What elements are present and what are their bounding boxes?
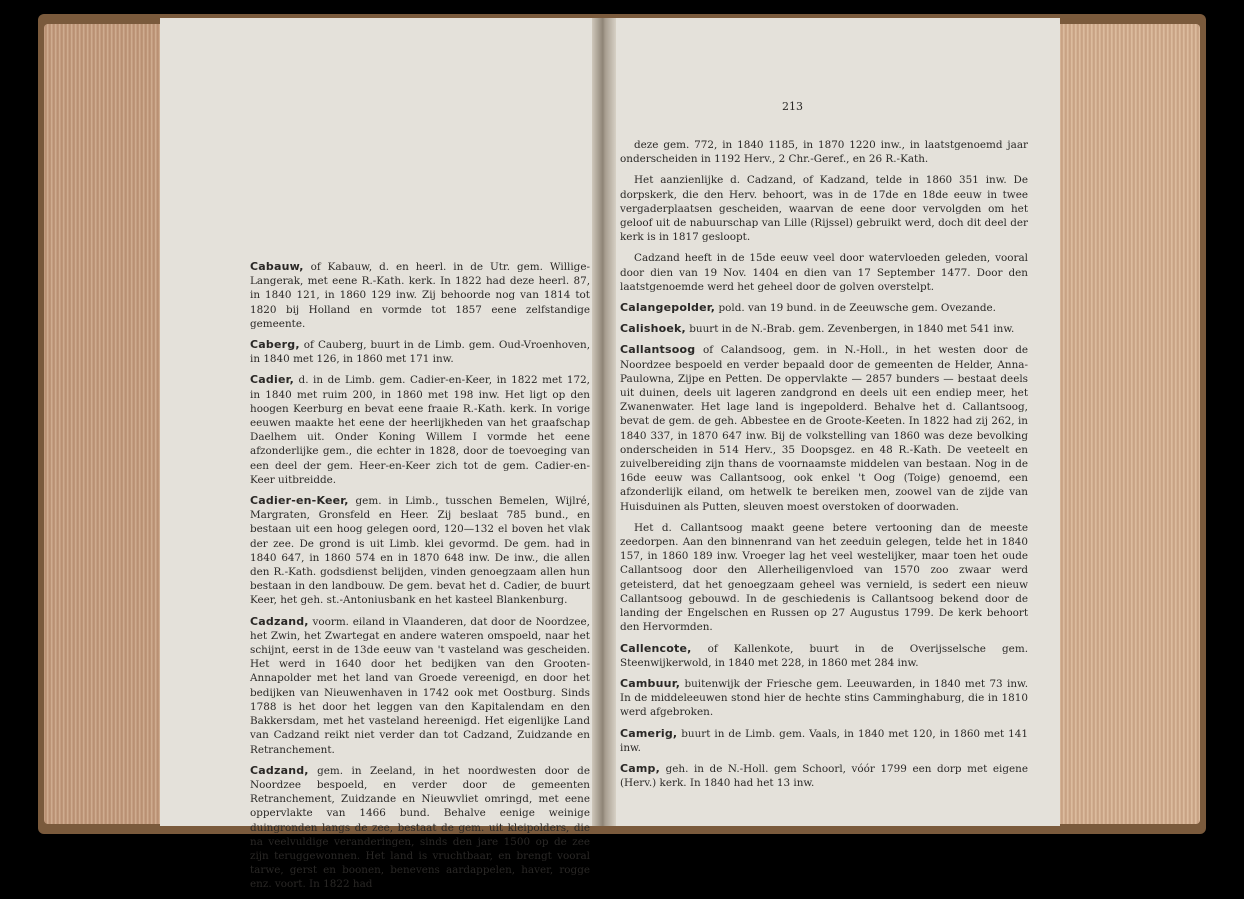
- entry-headword: Caberg,: [250, 338, 300, 352]
- entry-paragraph: [250, 260, 590, 331]
- entry-paragraph: [620, 727, 1028, 755]
- entry-text: Het aanzienlijke d. Cadzand, of Kadzand, telde in 1860 351 inw. De dorpskerk, die den Herv. behoort, was in de 17de en 18de eeuw in twee vergaderplaatsen gescheiden, waarvan de eene door vervolgden om het geloof uit de nabuurschap van Lille (Rijssel) gebruikt werd, doch dit deel der kerk is in 1817 gesloopt.: [620, 174, 1028, 244]
- entry-text: buurt in de N.-Brab. gem. Zevenbergen, in 1840 met 541 inw.: [685, 323, 1015, 336]
- entry-headword: Calishoek,: [620, 322, 686, 336]
- entry-paragraph: [250, 494, 590, 608]
- entry-headword: Cadier-en-Keer,: [250, 494, 349, 508]
- page-edges-right: [1060, 24, 1200, 824]
- right-page: [604, 18, 1060, 826]
- entry-headword: Cabauw,: [250, 260, 304, 273]
- entry-text: of Cauberg, buurt in de Limb. gem. Oud-Vroenhoven, in 1840 met 126, in 1860 met 171 inw.: [250, 339, 590, 366]
- entry-paragraph: [620, 322, 1028, 336]
- entry-text: deze gem. 772, in 1840 1185, in 1870 1220 inw., in laatstgenoemd jaar onderscheiden in 1192 Herv., 2 Chr.-Geref., en 26 R.-Kath.: [620, 139, 1028, 166]
- entry-paragraph: [250, 338, 590, 366]
- entry-text: of Kabauw, d. en heerl. in de Utr. gem. Willige-Langerak, met eene R.-Kath. kerk. In 1822 had deze heerl. 87, in 1840 121, in 1860 129 inw. Zij behoorde nog van 1814 tot 1820 bij Holland en vormde tot 1857 eene zelfstandige gemeente.: [250, 261, 590, 330]
- entry-headword: Cadier,: [250, 373, 294, 387]
- entry-text: buurt in de Limb. gem. Vaals, in 1840 met 120, in 1860 met 141 inw.: [620, 727, 1028, 754]
- entry-text: Het d. Callantsoog maakt geene betere vertooning dan de meeste zeedorpen. Aan den binnenrand van het zeeduin gelegen, telde het in 1840 157, in 1860 189 inw. Vroeger lag het veel westelijker, maar toen het oude Callantsoog door den Allerheiligenvloed van 1570 zoo zwaar werd geteisterd, dat het genoegzaam geheel was vernield, is sedert een nieuw Callantsoog gebouwd. In de geschiedenis is Callantsoog bekend door de landing der Engelschen en Russen op 27 Augustus 1799. De kerk behoort den Hervormden.: [620, 521, 1028, 634]
- book-gutter: [592, 18, 616, 826]
- entry-text: of Calandsoog, gem. in N.-Holl., in het westen door de Noordzee bespoeld en verder bepaald door de gemeenten de Helder, Anna-Paulowna, Zijpe en Petten. De oppervlakte — 2857 bunders — bestaat deels uit duinen, deels uit lageren zandgrond en deels uit een endiep meer, het Zwanenwater. Het lage land is ingepolderd. Behalve het d. Callantsoog, bevat de gem. de geh. Abbestee en de Groote-Keeten. In 1822 had zij 262, in 1840 337, in 1870 647 inw. Bij de volkstelling van 1860 was deze bevolking onderscheiden in 514 Herv., 35 Doopsgez. en 48 R.-Kath. De veeteelt en zuivelbereiding zijn thans de voornaamste middelen van bestaan. Nog in de 16de eeuw was Callantsoog, ook enkel 't Oog (Toige) genoemd, een afzonderlijk eiland, om hetwelk te bereiken men, zoowel van de zijde van Huisduinen als Putten, sleuven moest overstoken of doorwaden.: [620, 344, 1028, 513]
- entry-text: pold. van 19 bund. in de Zeeuwsche gem. Ovezande.: [715, 302, 996, 315]
- entry-paragraph: [620, 762, 1028, 790]
- right-column: [620, 138, 1028, 797]
- entry-paragraph: [620, 677, 1028, 720]
- entry-paragraph: [620, 521, 1028, 635]
- entry-text: of Kallenkote, buurt in de Overijsselsche gem. Steenwijkerwold, in 1840 met 228, in 1860 met 284 inw.: [620, 642, 1028, 669]
- entry-headword: Cadzand,: [250, 614, 309, 628]
- entry-paragraph: [250, 764, 590, 892]
- entry-text: gem. in Zeeland, in het noordwesten door de Noordzee bespoeld, en verder door de gemeenten Retranchement, Zuidzande en Nieuwvliet omringd, met eene oppervlakte van 1466 bund. Behalve eenige weinige duingronden langs de zee, bestaat de gem. uit kleipolders, die na veelvuldige veranderingen, sinds den jare 1500 op de zee zijn teruggewonnen. Het land is vruchtbaar, en brengt vooral tarwe, gerst en boonen, benevens aardappelen, haver, rogge enz. voort. In 1822 had: [250, 764, 590, 891]
- entry-headword: Camerig,: [620, 726, 678, 740]
- left-page: [160, 18, 598, 891]
- page-edges-left: [44, 24, 164, 824]
- entry-paragraph: [250, 373, 590, 487]
- entry-text: voorm. eiland in Vlaanderen, dat door de Noordzee, het Zwin, het Zwartegat en andere wateren omspoeld, naar het schijnt, eerst in de 13de eeuw van 't vasteland was gescheiden. Het werd in 1640 door het bedijken van den Grooten-Annapolder met het land van Groede vereenigd, en door het bedijken van Nieuwenhaven in 1742 ook met Oostburg. Sinds 1788 is het door het leggen van den Kapitalendam en den Bakkersdam, met het vasteland hereenigd. Het eigenlijke Land van Cadzand reikt niet verder dan tot Cadzand, Zuidzande en Retranchement.: [250, 615, 590, 756]
- entry-text: Cadzand heeft in de 15de eeuw veel door watervloeden geleden, vooral door dien van 19 Nov. 1404 en dien van 17 September 1477. Door den laatstgenoemde werd het geheel door de golven overstelpt.: [620, 252, 1028, 293]
- entry-paragraph: [250, 615, 590, 757]
- entry-text: d. in de Limb. gem. Cadier-en-Keer, in 1822 met 172, in 1840 met ruim 200, in 1860 met 198 inw. Het ligt op den hoogen Keerburg en bevat eene fraaie R.-Kath. kerk. In vorige eeuwen maakte het eene der heerlijkheden van het graafschap Daelhem uit. Onder Koning Willem I vormde het eene afzonderlijke gem., die echter in 1828, door de toevoeging van een deel der gem. Heer-en-Keer zich tot de gem. Cadier-en-Keer uitbreidde.: [250, 374, 590, 486]
- entry-paragraph: [620, 301, 1028, 315]
- entry-headword: Callencote,: [620, 641, 692, 655]
- entry-paragraph: [620, 642, 1028, 670]
- entry-paragraph: [620, 343, 1028, 513]
- entry-text: buitenwijk der Friesche gem. Leeuwarden, in 1840 met 73 inw. In de middeleeuwen stond hier de hechte stins Camminghaburg, die in 1810 werd afgebroken.: [620, 677, 1028, 719]
- entry-headword: Callantsoog: [620, 343, 696, 357]
- entry-headword: Cambuur,: [620, 676, 681, 690]
- entry-text: geh. in de N.-Holl. gem Schoorl, vóór 1799 een dorp met eigene (Herv.) kerk. In 1840 had het 13 inw.: [620, 762, 1028, 790]
- entry-paragraph: [620, 173, 1028, 244]
- entry-headword: Cadzand,: [250, 763, 309, 777]
- entry-headword: Camp,: [620, 761, 661, 775]
- page-number: 213: [782, 100, 803, 113]
- entry-paragraph: [620, 251, 1028, 294]
- left-column: [250, 260, 590, 899]
- entry-text: gem. in Limb., tusschen Bemelen, Wijlré, Margraten, Gronsfeld en Heer. Zij beslaat 785 bund., en bestaan uit een hoog gelegen oord, 120—132 el boven het vlak der zee. De grond is uit Limb. klei gevormd. De gem. had in 1840 647, in 1860 574 en in 1870 648 inw. De inw., die allen den R.-Kath. godsdienst belijden, vinden genoegzaam allen hun bestaan in den landbouw. De gem. bevat het d. Cadier, de buurt Keer, het geh. st.-Antoniusbank en het kasteel Blankenburg.: [250, 495, 590, 607]
- entry-headword: Calangepolder,: [620, 301, 716, 315]
- entry-paragraph: [620, 138, 1028, 166]
